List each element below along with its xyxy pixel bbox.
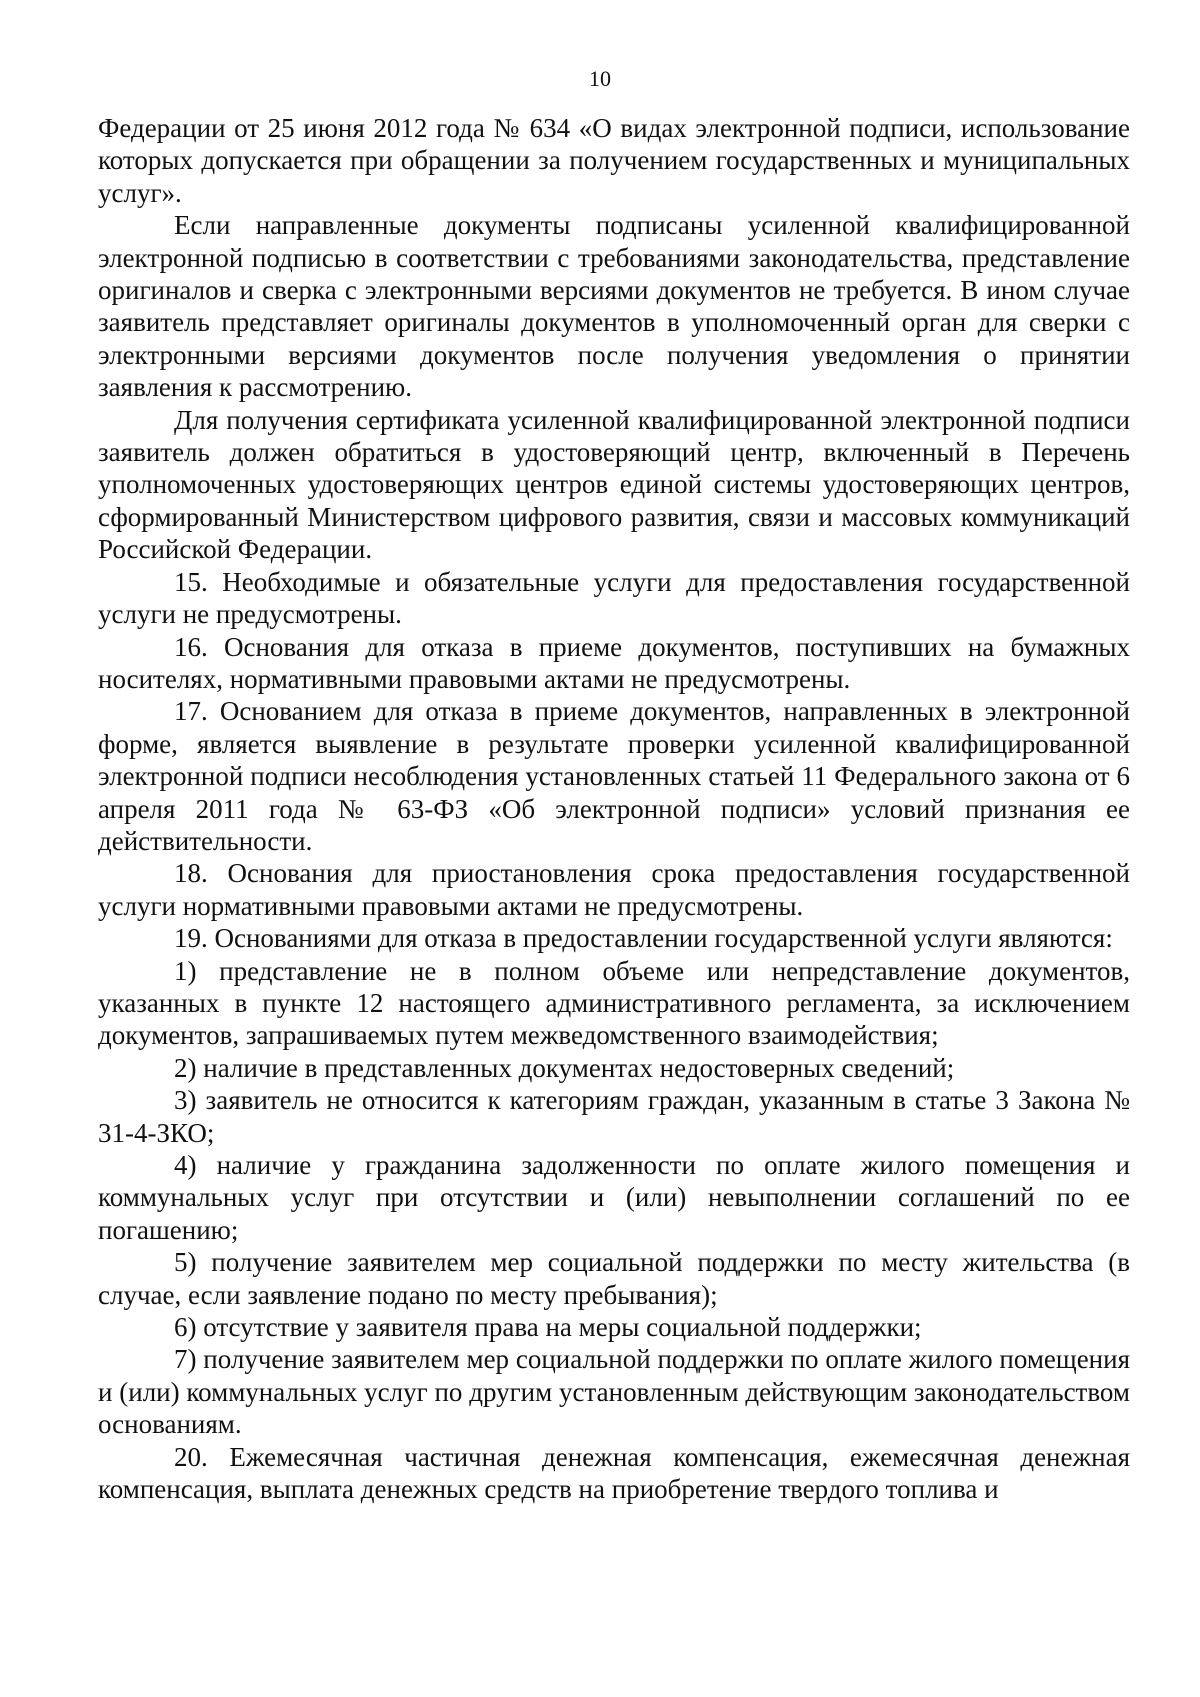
paragraph-item-18: 18. Основания для приостановления срока предоставления государственной услуги нормативными правовыми актами не предусмотрены. bbox=[98, 858, 1130, 921]
list-item-19-4: 4) наличие у гражданина задолженности по оплате жилого помещения и коммунальных услуг при отсутствии и (или) невыполнении соглашений по ее погашению; bbox=[98, 1150, 1130, 1245]
list-item-19-6: 6) отсутствие у заявителя права на меры социальной поддержки; bbox=[174, 1312, 922, 1343]
page-number: 10 bbox=[589, 66, 611, 91]
paragraph-item-15: 15. Необходимые и обязательные услуги для предоставления государственной услуги не предусмотрены. bbox=[98, 566, 1130, 630]
list-item-19-3: 3) заявитель не относится к категориям граждан, указанным в статье 3 Закона № 31-4-ЗКО; bbox=[98, 1085, 1130, 1148]
list-item-19-2: 2) наличие в представленных документах недостоверных сведений; bbox=[174, 1052, 955, 1083]
list-item-19-1: 1) представление не в полном объеме или непредставление документов, указанных в пункте 12 настоящего административного регламента, за исключением документов, запрашиваемых путем межведомственного взаимодействия; bbox=[98, 955, 1130, 1051]
list-item-19-7: 7) получение заявителем мер социальной поддержки по оплате жилого помещения и (или) коммунальных услуг по другим установленным действующим законодательством основаниям. bbox=[98, 1344, 1130, 1440]
paragraph-signature-verification: Если направленные документы подписаны усиленной квалифицированной электронной подписью в соответствии с требованиями законодательства, представление оригиналов и сверка с электронными версиями документов не требуется. В ином случае заявитель представляет оригиналы документов в уполномоченный орган для сверки с электронными версиями документов после получения уведомления о принятии заявления к рассмотрению. bbox=[98, 210, 1130, 403]
paragraph-item-16: 16. Основания для отказа в приеме документов, поступивших на бумажных носителях, нормативными правовыми актами не предусмотрены. bbox=[98, 631, 1130, 694]
document-body bbox=[98, 112, 1130, 1505]
paragraph-continuation: Федерации от 25 июня 2012 года № 634 «О видах электронной подписи, использование которых допускается при обращении за получением государственных и муниципальных услуг». bbox=[98, 113, 1130, 208]
paragraph-item-20: 20. Ежемесячная частичная денежная компенсация, ежемесячная денежная компенсация, выплата денежных средств на приобретение твердого топлива и bbox=[98, 1441, 1130, 1505]
list-item-19-5: 5) получение заявителем мер социальной поддержки по месту жительства (в случае, если заявление подано по месту пребывания); bbox=[98, 1247, 1130, 1310]
paragraph-item-17: 17. Основанием для отказа в приеме документов, направленных в электронной форме, является выявление в результате проверки усиленной квалифицированной электронной подписи несоблюдения установленных статьей 11 Федерального закона от 6 апреля 2011 года № 63-ФЗ «Об электронной подписи» условий признания ее действительности. bbox=[98, 696, 1130, 856]
paragraph-certificate: Для получения сертификата усиленной квалифицированной электронной подписи заявитель должен обратиться в удостоверяющий центр, включенный в Перечень уполномоченных удостоверяющих центров единой системы удостоверяющих центров, сформированный Министерством цифрового развития, связи и массовых коммуникаций Российской Федерации. bbox=[98, 404, 1130, 565]
paragraph-item-19: 19. Основаниями для отказа в предоставлении государственной услуги являются: bbox=[174, 923, 1113, 954]
